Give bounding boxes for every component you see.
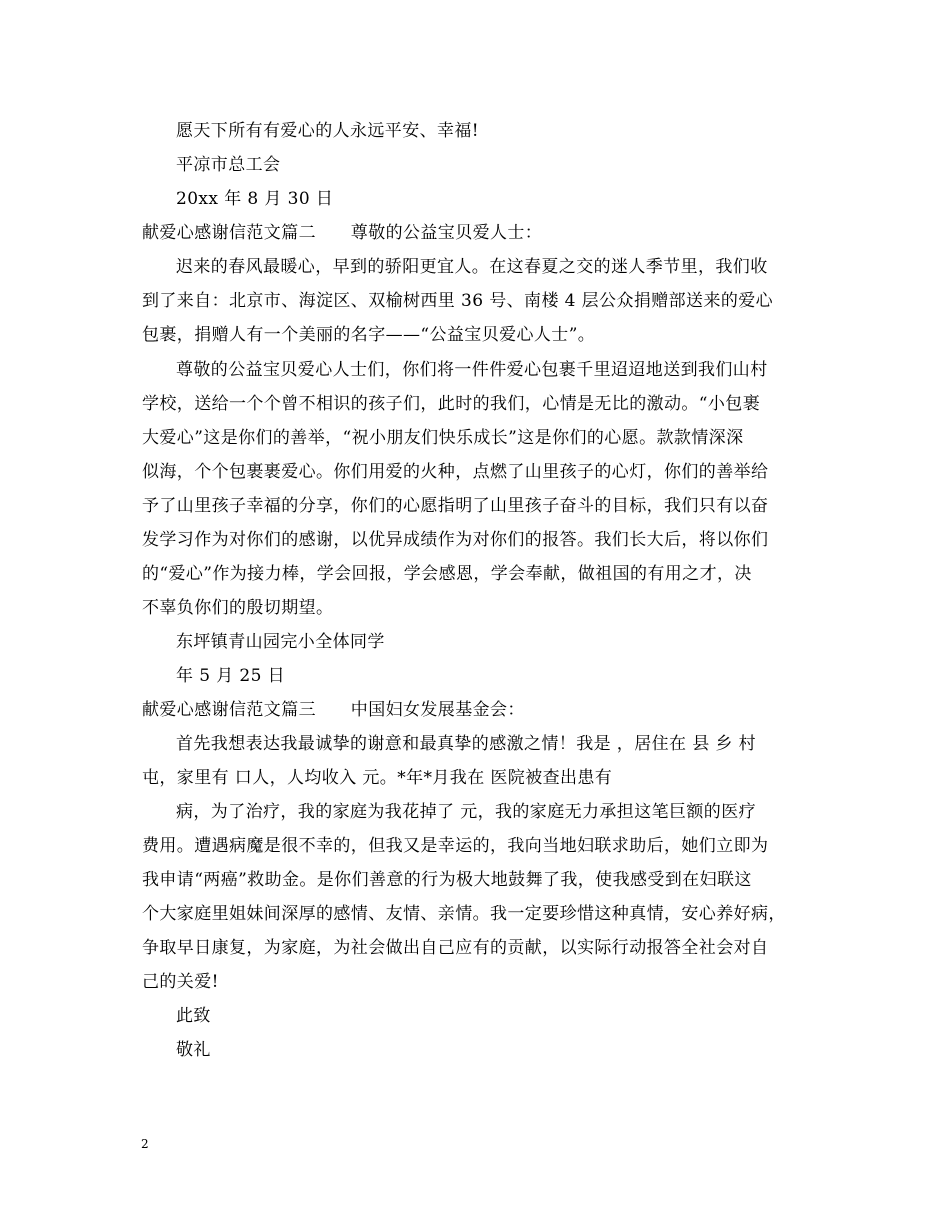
paragraph-line: 的“爱心”作为接力棒，学会回报，学会感恩，学会奉献，做祖国的有用之才，决 [142,564,752,584]
signature-school: 东坪镇青山园完小全体同学 [176,632,385,652]
paragraph-line: 发学习作为对你们的感谢，以优异成绩作为对你们的报答。我们长大后，将以你们 [142,530,769,550]
closing-regards: 敬礼 [176,1040,211,1060]
paragraph-line: 不辜负你们的殷切期望。 [142,598,334,618]
paragraph-line: 首先我想表达我最诚挚的谢意和最真挚的感激之情！我是 ，居住在 县 乡 村 [176,734,757,754]
section-heading-2: 献爱心感谢信范文篇二 尊敬的公益宝贝爱人士： [142,223,543,243]
closing-salutation: 此致 [176,1006,211,1026]
paragraph-line: 屯，家里有 口人，人均收入 元。*年*月我在 医院被查出患有 [142,768,613,788]
paragraph-line: 我申请“两癌”救助金。是你们善意的行为极大地鼓舞了我，使我感受到在妇联这 [142,870,752,890]
page-number: 2 [141,1137,149,1151]
section-heading-3: 献爱心感谢信范文篇三 中国妇女发展基金会： [142,700,525,720]
paragraph-line: 似海，个个包裹裹爱心。你们用爱的火种，点燃了山里孩子的心灯，你们的善举给 [142,462,769,482]
paragraph-line: 争取早日康复，为家庭，为社会做出自己应有的贡献，以实际行动报答全社会对自 [142,938,769,958]
paragraph-line: 病，为了治疗，我的家庭为我花掉了 元，我的家庭无力承担这笔巨额的医疗 [176,802,757,822]
paragraph-line: 包裹，捐赠人有一个美丽的名字——“公益宝贝爱心人士”。 [142,325,596,345]
paragraph-line: 到了来自：北京市、海淀区、双榆树西里 36 号、南楼 4 层公众捐赠部送来的爱心 [142,291,774,311]
paragraph-line: 学校，送给一个个曾不相识的孩子们，此时的我们，心情是无比的激动。“小包裹 [142,394,761,414]
signature-org: 平凉市总工会 [176,155,281,175]
paragraph-line: 迟来的春风最暖心，早到的骄阳更宜人。在这春夏之交的迷人季节里，我们收 [176,257,768,277]
paragraph-line: 个大家庭里姐妹间深厚的感情、友情、亲情。我一定要珍惜这种真情，安心养好病， [142,904,786,924]
closing-wish: 愿天下所有有爱心的人永远平安、幸福! [176,121,480,141]
signature-date: 20xx 年 8 月 30 日 [176,189,334,209]
paragraph-line: 予了山里孩子幸福的分享，你们的心愿指明了山里孩子奋斗的目标，我们只有以奋 [142,496,769,516]
paragraph-line: 费用。遭遇病魔是很不幸的，但我又是幸运的，我向当地妇联求助后，她们立即为 [142,836,769,856]
paragraph-line: 大爱心”这是你们的善举，“祝小朋友们快乐成长”这是你们的心愿。款款情深深 [142,428,744,448]
signature-date: 年 5 月 25 日 [176,666,286,686]
paragraph-line: 己的关爱! [142,972,219,992]
paragraph-line: 尊敬的公益宝贝爱心人士们，你们将一件件爱心包裹千里迢迢地送到我们山村 [176,360,768,380]
